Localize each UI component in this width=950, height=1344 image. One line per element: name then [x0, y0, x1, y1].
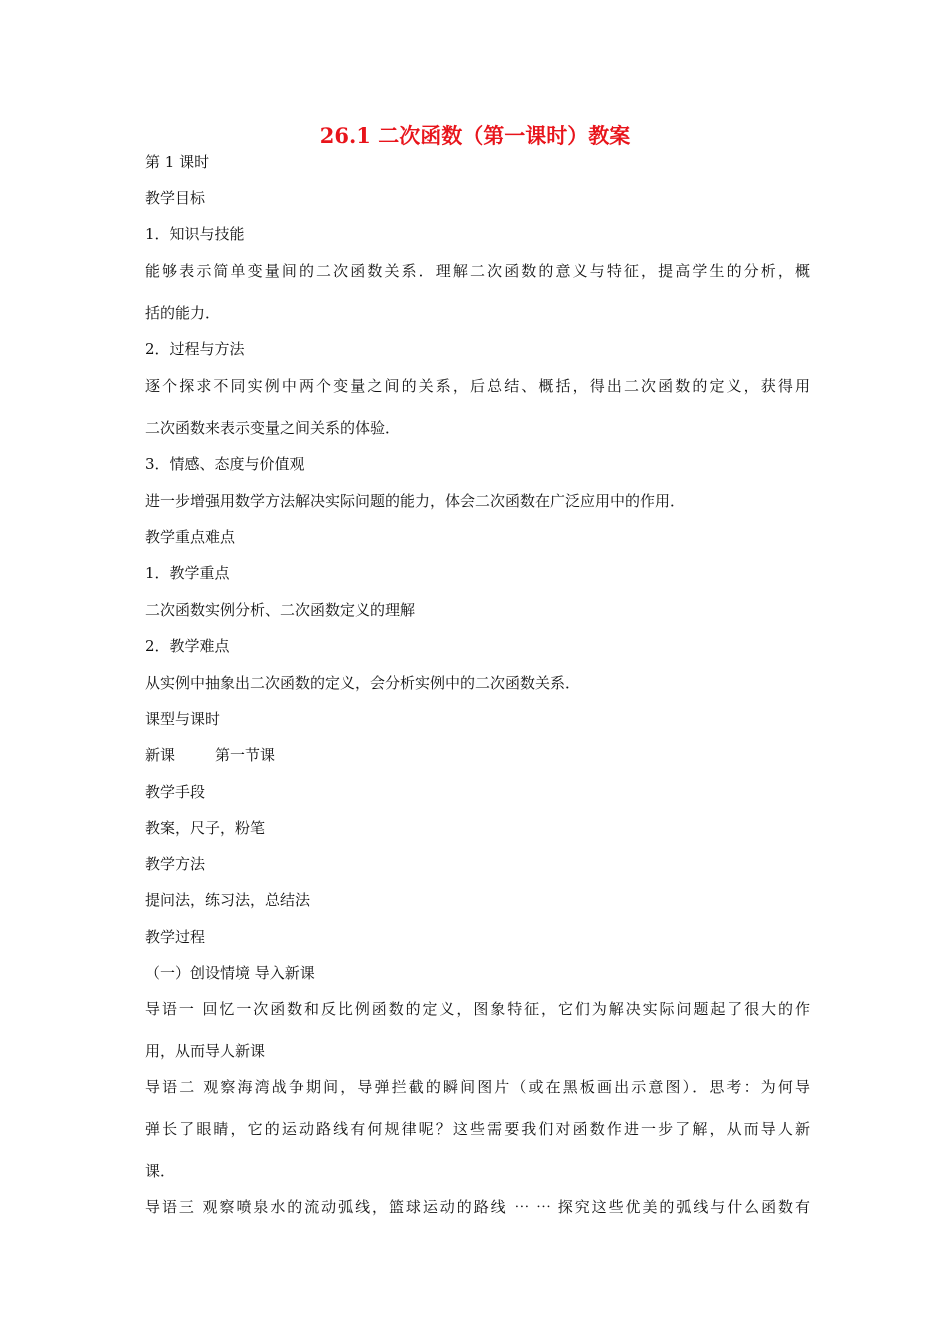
- section-heading-key-points: 教学重点难点: [145, 528, 236, 546]
- paragraph-line: 二次函数实例分析、二次函数定义的理解: [145, 601, 416, 619]
- subheading-key-point: 1．教学重点: [145, 564, 230, 582]
- paragraph-line: 导语三 观察喷泉水的流动弧线，篮球运动的路线 ⋯ ⋯ 探究这些优美的弧线与什么函数有: [145, 1198, 810, 1216]
- paragraph-line: 括的能力．: [145, 304, 221, 322]
- paragraph-line: 弹长了眼睛，它的运动路线有何规律呢？这些需要我们对函数作进一步了解，从而导人新: [145, 1120, 810, 1138]
- section-heading-means: 教学手段: [145, 783, 206, 801]
- section-heading-lesson-type: 课型与课时: [145, 710, 221, 728]
- paragraph-line: 逐个探求不同实例中两个变量之间的关系，后总结、概括，得出二次函数的定义，获得用: [145, 377, 810, 395]
- paragraph-line: 课．: [145, 1162, 176, 1180]
- paragraph-line: 用，从而导人新课: [145, 1042, 266, 1060]
- paragraph-line: 从实例中抽象出二次函数的定义，会分析实例中的二次函数关系．: [145, 674, 581, 692]
- document-title: 26.1 二次函数（第一课时）教案: [319, 123, 631, 148]
- subheading-knowledge: 1．知识与技能: [145, 225, 245, 243]
- paragraph-line: 提问法，练习法，总结法: [145, 891, 311, 909]
- subheading-process: 2．过程与方法: [145, 340, 245, 358]
- section-heading-objectives: 教学目标: [145, 189, 206, 207]
- section-heading-methods: 教学方法: [145, 855, 206, 873]
- paragraph-line: 进一步增强用数学方法解决实际问题的能力，体会二次函数在广泛应用中的作用．: [145, 492, 686, 510]
- subheading-attitude: 3．情感、态度与价值观: [145, 455, 305, 473]
- paragraph-line: 教案，尺子，粉笔: [145, 819, 266, 837]
- paragraph-line: 能够表示简单变量间的二次函数关系．理解二次函数的意义与特征，提高学生的分析，概: [145, 262, 810, 280]
- lesson-session: 第一节课: [215, 746, 276, 764]
- lesson-type: 新课: [145, 746, 176, 764]
- section-heading-process: 教学过程: [145, 928, 206, 946]
- lesson-period: 第 1 课时: [145, 153, 210, 171]
- subheading-introduction: （一）创设情境 导入新课: [145, 964, 315, 982]
- paragraph-line: 二次函数来表示变量之间关系的体验．: [145, 419, 401, 437]
- subheading-difficulty: 2．教学难点: [145, 637, 230, 655]
- paragraph-line: 导语一 回忆一次函数和反比例函数的定义，图象特征，它们为解决实际问题起了很大的作: [145, 1000, 810, 1018]
- lesson-type-row: [145, 744, 810, 766]
- paragraph-line: 导语二 观察海湾战争期间，导弹拦截的瞬间图片（或在黑板画出示意图）．思考：为何导: [145, 1078, 810, 1096]
